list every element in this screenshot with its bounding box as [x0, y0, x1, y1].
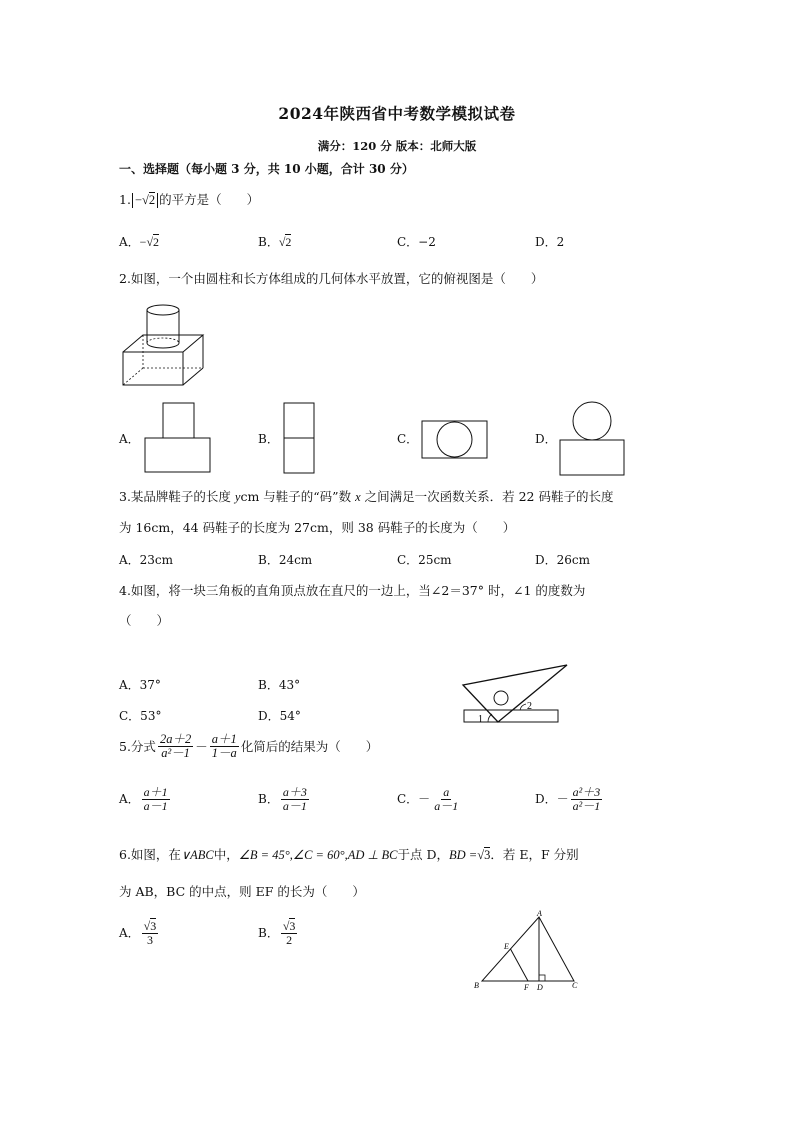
- q1-option-b[interactable]: B．√2: [258, 235, 292, 249]
- q4-option-c[interactable]: C．53°: [119, 709, 162, 723]
- section-heading-choice: 一、选择题（每小题 3 分，共 10 小题，合计 30 分）: [119, 162, 414, 176]
- angle-1-label: 1: [478, 714, 483, 725]
- q2-option-a-label[interactable]: A．: [119, 432, 140, 446]
- exam-title: 2024年陕西省中考数学模拟试卷: [278, 104, 516, 123]
- q2-option-c-label[interactable]: C．: [397, 432, 419, 446]
- q2-option-d-label[interactable]: D．: [535, 432, 557, 446]
- q4-option-d[interactable]: D．54°: [258, 709, 301, 723]
- question-4-line1: 4.如图，将一块三角板的直角顶点放在直尺的一边上，当∠2＝37° 时，∠1 的度数为: [119, 583, 586, 598]
- q2-figure-solid: [120, 300, 205, 390]
- question-5: 5.分式 $\frac{2a+2}{\text{a²－1}}$ － $\frac{a+1}{1-a}$ 化简后的结果为（ ）: [119, 732, 379, 761]
- q2-option-b-label[interactable]: B．: [258, 432, 279, 446]
- q1-option-c[interactable]: C．−2: [397, 235, 436, 249]
- question-4-line2: （ ）: [119, 613, 170, 628]
- question-3-line2: 为 16cm，44 码鞋子的长度为 27cm，则 38 码鞋子的长度为（ ）: [119, 520, 516, 535]
- q4-option-a[interactable]: A．37°: [119, 678, 161, 692]
- question-6-line1: 6.如图，在∨ABC中，∠B = 45°,∠C = 60°,AD ⊥ BC于点 D，BD =√3．若 E，F 分别: [119, 847, 579, 862]
- point-c-label: C: [572, 981, 578, 990]
- point-b-label: B: [474, 981, 479, 990]
- q1-option-a[interactable]: A．−√2: [119, 235, 160, 249]
- q5-fraction-1: $\frac{2a+2}{\text{a²－1}}$: [159, 732, 192, 761]
- q5-option-c[interactable]: C．－ $\frac{a}{a-1}$: [397, 785, 459, 813]
- point-e-label: E: [504, 942, 509, 951]
- q2-option-a-figure[interactable]: [144, 402, 212, 474]
- q5-option-a[interactable]: A． $\frac{a+1}{a-1}$: [119, 785, 168, 813]
- q1-option-d[interactable]: D．2: [535, 235, 565, 249]
- q5-option-d[interactable]: D．－ $\frac{\text{a²＋3}}{\text{a²－1}}$: [535, 785, 601, 813]
- q2-option-d-figure[interactable]: [559, 400, 627, 476]
- question-stem: 的平方是（ ）: [159, 192, 260, 207]
- q6-option-a[interactable]: A． $\frac{√3}{3}$: [119, 919, 157, 947]
- q3-option-a[interactable]: A．23cm: [119, 553, 174, 567]
- angle-2-label: 2: [527, 701, 532, 712]
- q6-figure-triangle: [470, 908, 585, 994]
- question-3-line1: 3.某品牌鞋子的长度 ycm 与鞋子的“码”数 x 之间满足一次函数关系．若 22 码鞋子的长度: [119, 489, 614, 504]
- q3-option-d[interactable]: D．26cm: [535, 553, 590, 567]
- q5-option-b[interactable]: B． $\frac{a+3}{a-1}$: [258, 785, 307, 813]
- question-number: 1.: [119, 192, 131, 207]
- q3-option-b[interactable]: B．24cm: [258, 553, 313, 567]
- q2-option-b-figure[interactable]: [283, 402, 315, 474]
- abs-expression: −√2: [132, 193, 158, 208]
- point-a-label: A: [537, 909, 542, 918]
- question-2: 2.如图，一个由圆柱和长方体组成的几何体水平放置，它的俯视图是（ ）: [119, 271, 544, 286]
- q4-option-b[interactable]: B．43°: [258, 678, 301, 692]
- q5-fraction-2: $\frac{a+1}{1-a}$: [211, 732, 237, 761]
- q2-option-c-figure[interactable]: [421, 420, 489, 460]
- point-d-label: D: [537, 983, 543, 992]
- exam-subtitle: 满分：120 分 版本：北师大版: [317, 139, 477, 153]
- q6-option-b[interactable]: B． $\frac{√3}{2}$: [258, 919, 296, 947]
- q4-figure-ruler-triangle: [460, 660, 572, 728]
- question-1: [119, 192, 259, 208]
- q3-option-c[interactable]: C．25cm: [397, 553, 452, 567]
- question-6-line2: 为 AB，BC 的中点，则 EF 的长为（ ）: [119, 884, 365, 899]
- point-f-label: F: [524, 983, 529, 992]
